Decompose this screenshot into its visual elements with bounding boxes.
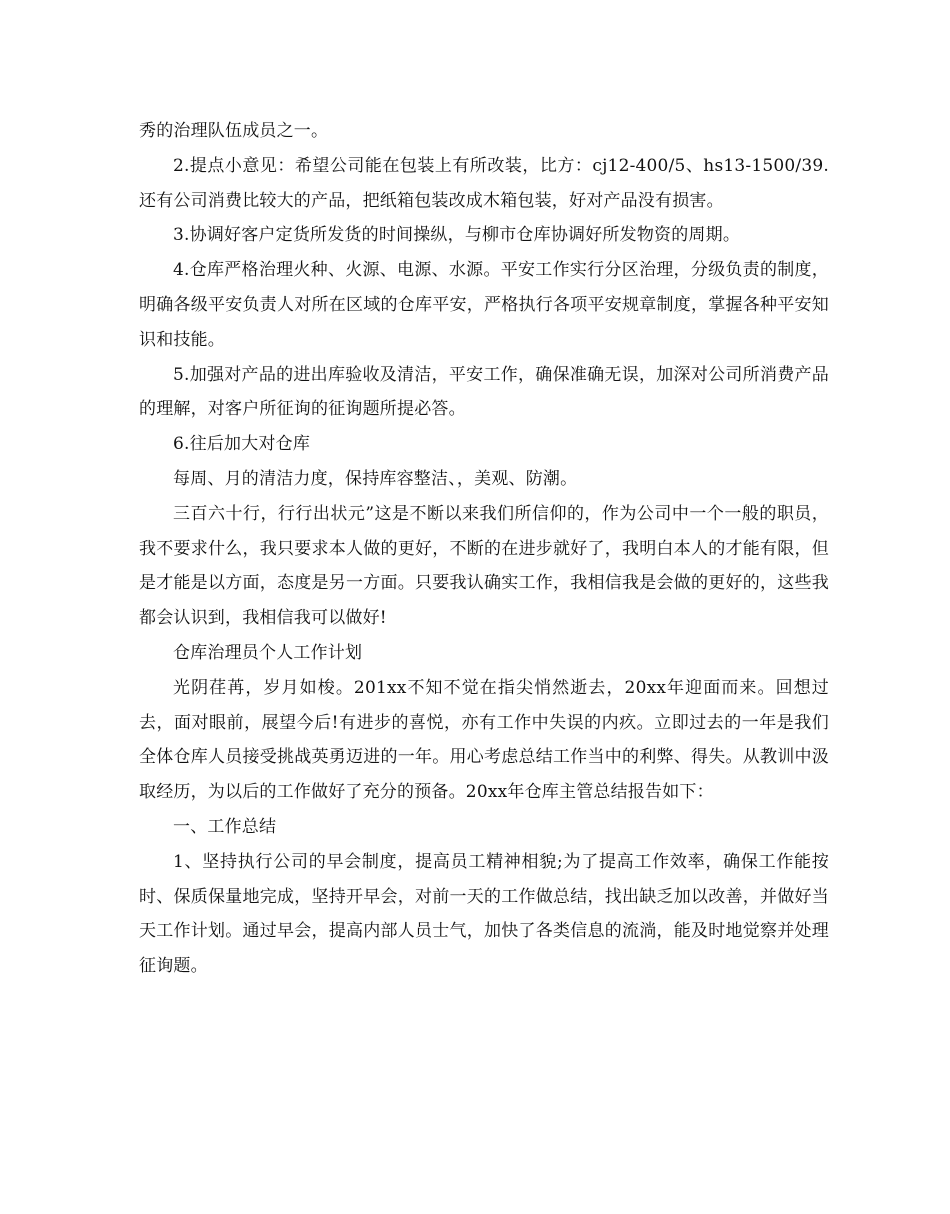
section-heading-plan: 仓库治理员个人工作计划 (173, 642, 363, 663)
paragraph-intro: 光阴荏苒，岁月如梭。201xx不知不觉在指尖悄然逝去，20xx年迎面而来。回想过去，面对眼前，展望今后!有进步的喜悦，亦有工作中失误的内疚。立即过去的一年是我们全体仓库人员接受挑战英勇迈进的一年。用心考虑总结工作当中的利弊、得失。从教训中汲取经历，为以后的工作做好了充分的预备。20xx年仓库主管总结报告如下： (139, 677, 829, 803)
paragraph-item-6: 6.往后加大对仓库 (173, 434, 311, 455)
paragraph-item-3: 3.协调好客户定货所发货的时间操纵，与柳市仓库协调好所发物资的周期。 (173, 225, 741, 246)
section-heading-summary: 一、工作总结 (173, 816, 277, 837)
paragraph-continuation: 秀的治理队伍成员之一。 (139, 121, 329, 141)
paragraph-reflection: 三百六十行，行行出状元”这是不断以来我们所信仰的，作为公司中一个一般的职员，我不要求什么，我只要求本人做的更好，不断的在进步就好了，我明白本人的才能有限，但是才能是以方面，态度是另一方面。只要我认确实工作，我相信我是会做的更好的，这些我都会认识到，我相信我可以做好! (139, 503, 829, 629)
document-body (139, 114, 829, 984)
paragraph-cleaning: 每周、月的清洁力度，保持库容整洁、，美观、防潮。 (173, 468, 578, 489)
paragraph-item-4: 4.仓库严格治理火种、火源、电源、水源。平安工作实行分区治理，分级负责的制度，明确各级平安负责人对所在区域的仓库平安，严格执行各项平安规章制度，掌握各种平安知识和技能。 (139, 260, 829, 350)
paragraph-item-2: 2.提点小意见：希望公司能在包装上有所改装，比方：cj12-400/5、hs13-1500/39.还有公司消费比较大的产品，把纸箱包装改成木箱包装，好对产品没有损害。 (139, 155, 829, 211)
paragraph-item-5: 5.加强对产品的进出库验收及清洁，平安工作，确保准确无误，加深对公司所消费产品的理解，对客户所征询的征询题所提必答。 (139, 364, 829, 420)
paragraph-morning-meeting: 1、坚持执行公司的早会制度，提高员工精神相貌;为了提高工作效率，确保工作能按时、保质保量地完成，坚持开早会，对前一天的工作做总结，找出缺乏加以改善，并做好当天工作计划。通过早会，提高内部人员士气，加快了各类信息的流淌，能及时地觉察并处理征询题。 (139, 851, 829, 977)
